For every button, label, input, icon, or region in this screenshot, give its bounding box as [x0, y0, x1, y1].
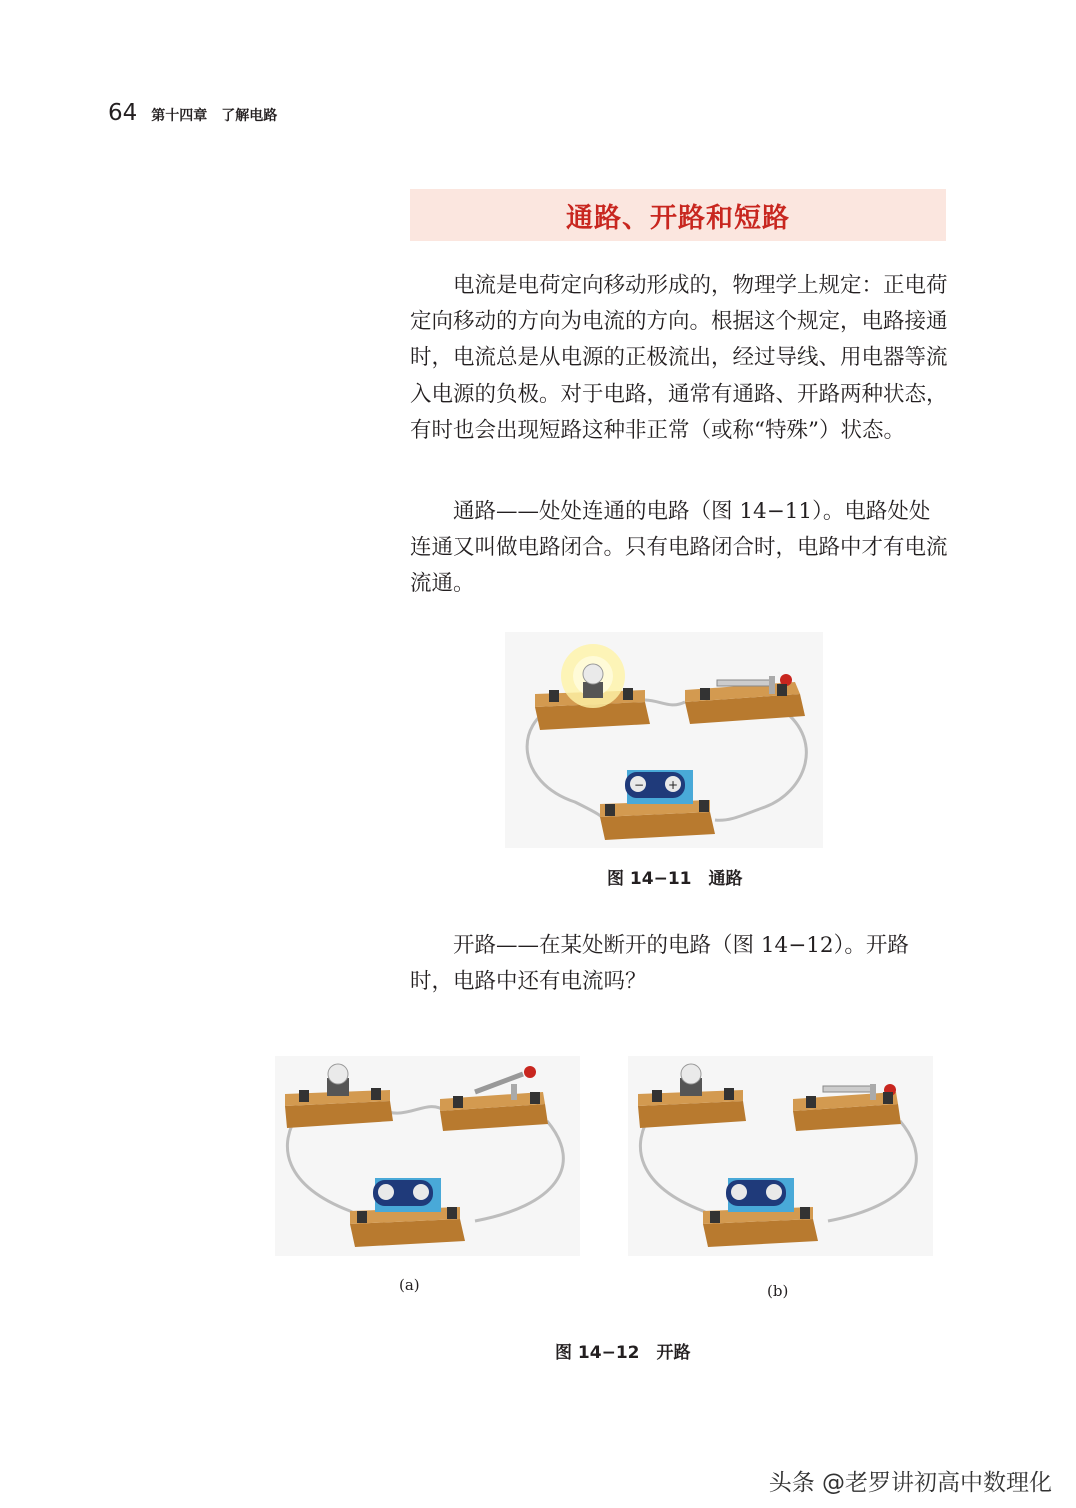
figure-14-12b-label: (b) [767, 1282, 789, 1300]
figure-14-12a-label: (a) [399, 1276, 420, 1294]
paragraph-closed-circuit: 通路——处处连通的电路（图 14−11）。电路处处连通又叫做电路闭合。只有电路闭合时，电路中才有电流流通。 [410, 499, 948, 597]
watermark: 头条 @老罗讲初高中数理化 [768, 1470, 1052, 1496]
chapter-title: 第十四章 了解电路 [151, 108, 278, 124]
figure-14-12a-open-circuit [275, 1056, 580, 1256]
paragraph-current-direction: 电流是电荷定向移动形成的，物理学上规定：正电荷定向移动的方向为电流的方向。根据这个规定，电路接通时，电流总是从电源的正极流出，经过导线、用电器等流入电源的负极。对于电路，通常有通路、开路两种状态，有时也会出现短路这种非正常（或称“特殊”）状态。 [410, 273, 948, 443]
section-title: 通路、开路和短路 [566, 202, 790, 234]
svg-text:+: + [668, 778, 679, 792]
paragraph-open-circuit: 开路——在某处断开的电路（图 14−12）。开路时，电路中还有电流吗？ [410, 933, 909, 995]
section-heading-bar [410, 189, 946, 241]
figure-14-12-caption: 图 14−12 开路 [555, 1343, 691, 1363]
page-number: 64 [108, 100, 138, 126]
figure-14-11-closed-circuit [505, 632, 823, 848]
svg-text:−: − [634, 778, 645, 792]
figure-14-11-caption: 图 14−11 通路 [607, 869, 743, 889]
figure-14-12b-open-circuit [628, 1056, 933, 1256]
page-header [108, 100, 277, 126]
